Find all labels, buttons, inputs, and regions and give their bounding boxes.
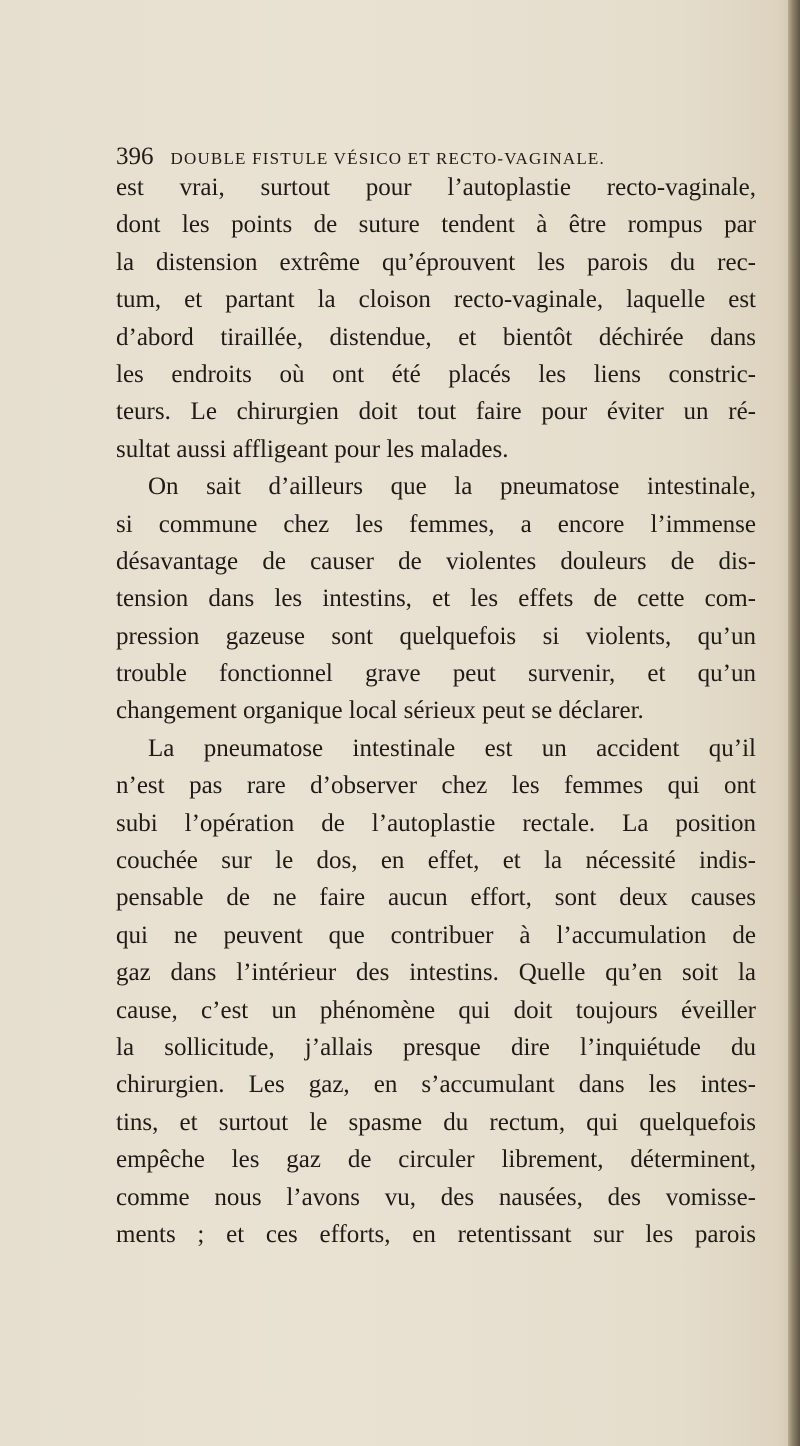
text-line: teurs. Le chirurgien doit tout faire pour éviter un ré- (116, 398, 756, 426)
text-line: trouble fonctionnel grave peut survenir, et qu’un (116, 660, 756, 688)
text-line: est vrai, surtout pour l’autoplastie recto-vaginale, (116, 174, 756, 201)
text-line: La pneumatose intestinale est un accident qu’il (148, 734, 756, 762)
text-line: les endroits où ont été placés les liens constric- (116, 360, 756, 388)
text-line: tum, et partant la cloison recto-vaginale, laquelle est (116, 286, 756, 314)
text-line: désavantage de causer de violentes douleurs de dis- (116, 547, 756, 575)
text-line: tension dans les intestins, et les effets de cette com- (116, 585, 756, 613)
text-line: si commune chez les femmes, a encore l’immense (116, 510, 756, 538)
text-line: dont les points de suture tendent à être rompus par (116, 211, 756, 239)
page-edge-shadow (788, 0, 800, 1446)
running-title: DOUBLE FISTULE VÉSICO ET RECTO-VAGINALE. (170, 149, 605, 168)
text-line: subi l’opération de l’autoplastie rectale. La position (116, 809, 756, 837)
text-line: pression gazeuse sont quelquefois si violents, qu’un (116, 622, 756, 650)
text-line: cause, c’est un phénomène qui doit toujours éveiller (116, 996, 756, 1024)
text-line: chirurgien. Les gaz, en s’accumulant dans les intes- (116, 1071, 756, 1099)
text-line: ments ; et ces efforts, en retentissant sur les parois (116, 1220, 756, 1248)
text-line: couchée sur le dos, en effet, et la nécessité indis- (116, 847, 756, 875)
text-line: changement organique local sérieux peut se déclarer. (116, 697, 644, 725)
text-line: sultat aussi affligeant pour les malades. (116, 435, 509, 463)
text-line: On sait d’ailleurs que la pneumatose intestinale, (148, 473, 756, 501)
text-line: comme nous l’avons vu, des nausées, des vomisse- (116, 1183, 756, 1211)
text-line: qui ne peuvent que contribuer à l’accumulation de (116, 921, 756, 949)
text-line: la distension extrême qu’éprouvent les parois du rec- (116, 248, 756, 276)
text-line: n’est pas rare d’observer chez les femmes qui ont (116, 772, 756, 800)
text-line: gaz dans l’intérieur des intestins. Quelle qu’en soit la (116, 959, 756, 987)
text-line: tins, et surtout le spasme du rectum, qui quelquefois (116, 1108, 756, 1136)
text-line: pensable de ne faire aucun effort, sont deux causes (116, 884, 756, 912)
text-line: d’abord tiraillée, distendue, et bientôt déchirée dans (116, 323, 756, 351)
body-text (116, 169, 756, 1253)
page-number: 396 (116, 143, 154, 170)
text-line: la sollicitude, j’allais presque dire l’inquiétude du (116, 1033, 756, 1061)
text-line: empêche les gaz de circuler librement, déterminent, (116, 1146, 756, 1174)
